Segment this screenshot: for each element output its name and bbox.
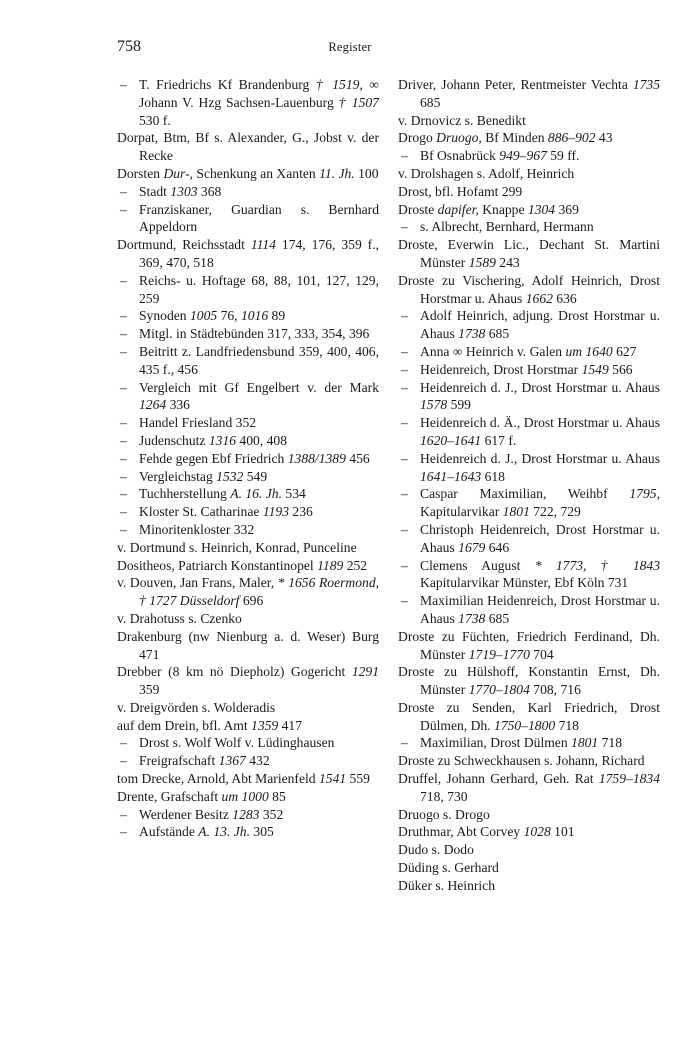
- index-entry: [398, 859, 660, 877]
- entry-text: v. Drnovicz s. Benedikt: [398, 112, 526, 128]
- index-subentry: [117, 468, 379, 486]
- index-subentry: [117, 76, 379, 129]
- entry-text: 704: [529, 646, 554, 662]
- entry-text: 352: [259, 806, 284, 822]
- italic-text: † 1519,: [315, 77, 363, 92]
- entry-text: Heidenreich d. J., Drost Horstmar u. Ahaus: [420, 450, 660, 466]
- italic-text: 1801: [571, 735, 599, 751]
- entry-text: Düding s. Gerhard: [398, 860, 499, 876]
- italic-text: Dur-,: [163, 165, 193, 181]
- italic-text: 1388/1389: [287, 450, 346, 466]
- index-entry: [398, 823, 660, 841]
- entry-text: Aufstände: [139, 824, 199, 840]
- index-entry: [117, 557, 379, 575]
- italic-text: A. 16. Jh.: [230, 486, 282, 502]
- index-subentry: [398, 379, 660, 415]
- entry-text: Freigrafschaft: [139, 753, 219, 769]
- entry-text: 599: [447, 397, 471, 413]
- entry-text: 100: [354, 165, 379, 181]
- entry-text: Fehde gegen Ebf Friedrich: [139, 450, 288, 466]
- entry-text: Stadt: [139, 183, 171, 199]
- entry-text: 43: [595, 130, 613, 146]
- italic-text: 1264: [139, 397, 167, 413]
- entry-text: Dortmund, Reichsstadt: [117, 237, 251, 253]
- entry-text: Adolf Heinrich, adjung. Drost Horstmar u. Ahaus: [420, 308, 660, 342]
- index-entry: [398, 841, 660, 859]
- entry-text: Schenkung an Xanten: [193, 165, 320, 181]
- entry-text: Drost, bfl. Hofamt 299: [398, 183, 523, 199]
- entry-text: Judenschutz: [139, 432, 209, 448]
- entry-text: 305: [250, 824, 274, 840]
- index-subentry: [117, 450, 379, 468]
- index-subentry: [398, 485, 660, 521]
- entry-text: 236: [289, 504, 313, 520]
- entry-text: 646: [485, 539, 510, 555]
- index-entry: [117, 610, 379, 628]
- entry-text: Druogo s. Drogo: [398, 806, 490, 822]
- entry-text: 617 f.: [481, 432, 517, 448]
- italic-text: A. 13. Jh.: [198, 824, 251, 840]
- index-entry: [398, 112, 660, 130]
- entry-text: 718, 730: [420, 788, 468, 804]
- entry-text: 76,: [217, 308, 241, 324]
- entry-text: 456: [345, 450, 370, 466]
- page-number: 758: [117, 38, 141, 55]
- entry-text: Kloster St. Catharinae: [139, 504, 263, 520]
- entry-text: 243: [495, 254, 520, 270]
- index-subentry: [398, 521, 660, 557]
- running-head: Register: [328, 40, 372, 54]
- italic-text: 1283: [232, 806, 260, 822]
- entry-text: Bf Osnabrück: [420, 148, 500, 164]
- index-subentry: [398, 361, 660, 379]
- entry-text: v. Drolshagen s. Adolf, Heinrich: [398, 165, 575, 181]
- italic-text: 1189: [317, 557, 344, 573]
- entry-text: Beitritt z. Landfriedensbund 359, 400, 406, 435 f., 456: [139, 343, 379, 377]
- index-subentry: [117, 272, 379, 308]
- index-entry: [398, 129, 660, 147]
- entry-text: 722, 729: [529, 504, 581, 520]
- index-subentry: [117, 307, 379, 325]
- index-subentry: [117, 521, 379, 539]
- italic-text: 1620–1641: [420, 432, 482, 448]
- italic-text: 1801: [502, 504, 530, 520]
- entry-text: 101: [550, 824, 575, 840]
- entry-text: 400, 408: [236, 432, 288, 448]
- index-entry: [398, 663, 660, 699]
- index-subentry: [398, 343, 660, 361]
- italic-text: 1578: [420, 397, 448, 413]
- entry-text: Bf Minden: [481, 130, 548, 146]
- index-subentry: [117, 414, 379, 432]
- page-header: [0, 38, 700, 58]
- italic-text: 1532: [216, 468, 244, 484]
- italic-text: 1719–1770: [468, 646, 530, 662]
- italic-text: 949–967: [499, 148, 547, 164]
- index-subentry: [117, 503, 379, 521]
- index-entry: [398, 770, 660, 806]
- entry-text: Droste zu Schweckhausen s. Johann, Richard: [398, 753, 645, 769]
- entry-text: Dorsten: [117, 165, 164, 181]
- entry-text: Minoritenkloster 332: [139, 521, 255, 537]
- entry-text: Drakenburg (nw Nienburg a. d. Weser) Burg 471: [117, 628, 379, 662]
- entry-text: 718: [598, 735, 623, 751]
- entry-text: Droste, Everwin Lic., Dechant St. Martini Münster: [398, 237, 660, 270]
- entry-text: Drente, Grafschaft: [117, 788, 222, 804]
- index-subentry: [117, 823, 379, 841]
- entry-text: Heidenreich, Drost Horstmar: [420, 361, 582, 377]
- italic-text: 1367: [218, 753, 246, 769]
- entry-text: 566: [608, 361, 633, 377]
- entry-text: Synoden: [139, 308, 190, 324]
- index-entry: [117, 788, 379, 806]
- index-subentry: [398, 218, 660, 236]
- italic-text: 1193: [262, 504, 290, 520]
- entry-text: 685: [485, 610, 510, 626]
- entry-text: 359: [139, 682, 160, 698]
- entry-text: 708, 716: [529, 682, 581, 698]
- italic-text: 1735: [632, 77, 660, 92]
- index-entry: [117, 574, 379, 610]
- entry-text: Reichs- u. Hoftage 68, 88, 101, 127, 129, 259: [139, 272, 379, 306]
- entry-text: Vergleich mit Gf Engelbert v. der Mark: [139, 379, 379, 395]
- index-subentry: [117, 183, 379, 201]
- entry-text: Maximilian, Drost Dülmen: [420, 735, 572, 751]
- entry-text: 718: [555, 717, 579, 733]
- index-entry: [398, 201, 660, 219]
- italic-text: 1359: [251, 717, 279, 733]
- entry-text: Druffel, Johann Gerhard, Geh. Rat: [398, 771, 599, 787]
- italic-text: 1541: [318, 771, 347, 787]
- entry-text: Vergleichstag: [139, 468, 217, 484]
- entry-text: 368: [197, 183, 222, 199]
- index-entry: [117, 628, 379, 664]
- entry-text: Droste zu Senden, Karl Friedrich, Drost Dülmen, Dh.: [398, 699, 660, 733]
- italic-text: 1738: [458, 326, 486, 342]
- entry-text: 618: [481, 468, 505, 484]
- italic-text: 1738: [458, 610, 486, 626]
- index-entry: [398, 272, 660, 308]
- index-column-right: [398, 76, 660, 895]
- italic-text: Druogo,: [436, 130, 482, 146]
- entry-text: 530 f.: [139, 112, 171, 128]
- italic-text: 1028: [523, 824, 551, 840]
- index-subentry: [117, 806, 379, 824]
- italic-text: 1662: [525, 290, 553, 306]
- entry-text: Driver, Johann Peter, Rentmeister Vechta: [398, 77, 633, 92]
- index-entry: [117, 539, 379, 557]
- index-entry: [398, 806, 660, 824]
- index-entry: [117, 770, 379, 788]
- index-entry: [117, 699, 379, 717]
- entry-text: 534: [282, 486, 306, 502]
- index-subentry: [117, 343, 379, 379]
- entry-text: Heidenreich d. J., Drost Horstmar u. Ahaus: [420, 379, 660, 395]
- italic-text: 1679: [458, 539, 486, 555]
- italic-text: dapifer,: [437, 201, 479, 217]
- entry-text: 336: [166, 397, 190, 413]
- index-entry: [398, 628, 660, 664]
- index-entry: [398, 236, 660, 272]
- entry-text: v. Drahotuss s. Czenko: [117, 610, 242, 626]
- entry-text: 252: [343, 557, 368, 573]
- italic-text: * 1773, † 1843: [534, 557, 660, 573]
- entry-text: 685: [420, 94, 441, 110]
- index-entry: [398, 76, 660, 112]
- entry-text: v. Douven, Jan Frans, Maler,: [117, 575, 278, 591]
- entry-text: Drost s. Wolf Wolf v. Lüdinghausen: [139, 735, 335, 751]
- index-subentry: [398, 592, 660, 628]
- italic-text: * 1656 Roermond, † 1727 Düsseldorf: [139, 575, 380, 609]
- entry-text: Drebber (8 km nö Diepholz) Gogericht: [117, 664, 352, 680]
- italic-text: 1005: [189, 308, 218, 324]
- index-entry: [398, 699, 660, 735]
- entry-text: Franziskaner, Guardian s. Bernhard Appeldorn: [139, 201, 379, 235]
- index-subentry: [117, 201, 379, 237]
- index-subentry: [117, 432, 379, 450]
- italic-text: um 1000: [221, 788, 269, 804]
- italic-text: 886–902: [547, 130, 596, 146]
- entry-text: 85: [268, 788, 286, 804]
- entry-text: auf dem Drein, bfl. Amt: [117, 717, 252, 733]
- italic-text: 1589: [468, 254, 496, 270]
- entry-text: 417: [278, 717, 303, 733]
- entry-text: T. Friedrichs Kf Brandenburg: [139, 77, 316, 92]
- entry-text: 559: [346, 771, 370, 787]
- italic-text: 1641–1643: [420, 468, 482, 484]
- index-subentry: [117, 734, 379, 752]
- entry-text: 432: [245, 753, 270, 769]
- index-subentry: [117, 325, 379, 343]
- entry-text: Caspar Maximilian, Weihbf: [420, 486, 630, 502]
- entry-text: 636: [552, 290, 577, 306]
- index-entry: [398, 165, 660, 183]
- italic-text: 1016: [240, 308, 269, 324]
- entry-text: Droste zu Vischering, Adolf Heinrich, Drost Horstmar u. Ahaus: [398, 272, 660, 306]
- italic-text: 1114: [250, 237, 276, 253]
- entry-text: Maximilian Heidenreich, Drost Horstmar u. Ahaus: [420, 593, 660, 626]
- index-subentry: [117, 379, 379, 415]
- entry-text: Knappe: [478, 201, 528, 217]
- entry-text: Anna ∞ Heinrich v. Galen: [420, 343, 566, 359]
- entry-text: Tuchherstellung: [139, 486, 231, 502]
- entry-text: 369: [555, 201, 579, 217]
- entry-text: Droste zu Hülshoff, Konstantin Ernst, Dh. Münster: [398, 664, 660, 698]
- entry-text: 59 ff.: [546, 148, 580, 164]
- entry-text: v. Dortmund s. Heinrich, Konrad, Punceline: [117, 539, 357, 555]
- index-entry: [398, 877, 660, 895]
- index-entry: [398, 752, 660, 770]
- italic-text: 1750–1800: [494, 717, 556, 733]
- entry-text: 549: [243, 468, 268, 484]
- index-subentry: [398, 307, 660, 343]
- entry-text: v. Dreigvörden s. Wolderadis: [117, 699, 276, 715]
- index-entry: [117, 663, 379, 699]
- entry-text: Heidenreich d. Ä., Drost Horstmar u. Ahaus: [420, 415, 660, 431]
- entry-text: 174, 176, 359 f., 369, 470, 518: [139, 237, 379, 270]
- entry-text: Kapitularvikar: [420, 504, 503, 520]
- index-subentry: [117, 752, 379, 770]
- entry-text: 627: [612, 343, 637, 359]
- italic-text: 1770–1804: [468, 682, 530, 698]
- entry-text: 89: [268, 308, 286, 324]
- italic-text: 1291: [351, 664, 379, 680]
- entry-text: Dositheos, Patriarch Konstantinopel: [117, 557, 318, 573]
- entry-text: tom Drecke, Arnold, Abt Marienfeld: [117, 771, 319, 787]
- italic-text: 1303: [170, 183, 198, 199]
- entry-text: Werdener Besitz: [139, 806, 233, 822]
- italic-text: 1795,: [629, 486, 660, 502]
- entry-text: Kapitularvikar Münster, Ebf Köln 731: [420, 575, 629, 591]
- index-entry: [117, 129, 379, 165]
- entry-text: Düker s. Heinrich: [398, 877, 496, 893]
- entry-text: Droste zu Füchten, Friedrich Ferdinand, Dh. Münster: [398, 628, 660, 662]
- index-entry: [398, 183, 660, 201]
- index-entry: [117, 165, 379, 183]
- italic-text: 11. Jh.: [319, 165, 355, 181]
- entry-text: 696: [239, 593, 264, 609]
- italic-text: 1304: [527, 201, 556, 217]
- entry-text: Droste: [398, 201, 438, 217]
- index-subentry: [117, 485, 379, 503]
- entry-text: 685: [485, 326, 510, 342]
- entry-text: Dudo s. Dodo: [398, 842, 474, 858]
- entry-text: s. Albrecht, Bernhard, Hermann: [420, 219, 594, 235]
- entry-text: Clemens August: [420, 557, 535, 573]
- index-subentry: [398, 557, 660, 593]
- italic-text: † 1507: [338, 94, 379, 110]
- index-subentry: [398, 734, 660, 752]
- italic-text: 1759–1834: [598, 771, 660, 787]
- entry-text: ∞ Johann V. Hzg Sachsen-Lauenburg: [139, 77, 379, 110]
- entry-text: Drogo: [398, 130, 437, 146]
- index-subentry: [398, 450, 660, 486]
- entry-text: Handel Friesland 352: [139, 415, 257, 431]
- index-entry: [117, 717, 379, 735]
- italic-text: 1316: [208, 432, 237, 448]
- entry-text: Druthmar, Abt Corvey: [398, 824, 524, 840]
- entry-text: Dorpat, Btm, Bf s. Alexander, G., Jobst v. der Recke: [117, 130, 379, 164]
- italic-text: um 1640: [565, 343, 613, 359]
- index-entry: [117, 236, 379, 272]
- italic-text: 1549: [581, 361, 609, 377]
- index-column-left: [117, 76, 379, 841]
- entry-text: Christoph Heidenreich, Drost Horstmar u. Ahaus: [420, 521, 660, 555]
- index-subentry: [398, 414, 660, 450]
- entry-text: Mitgl. in Städtebünden 317, 333, 354, 396: [139, 326, 370, 342]
- index-subentry: [398, 147, 660, 165]
